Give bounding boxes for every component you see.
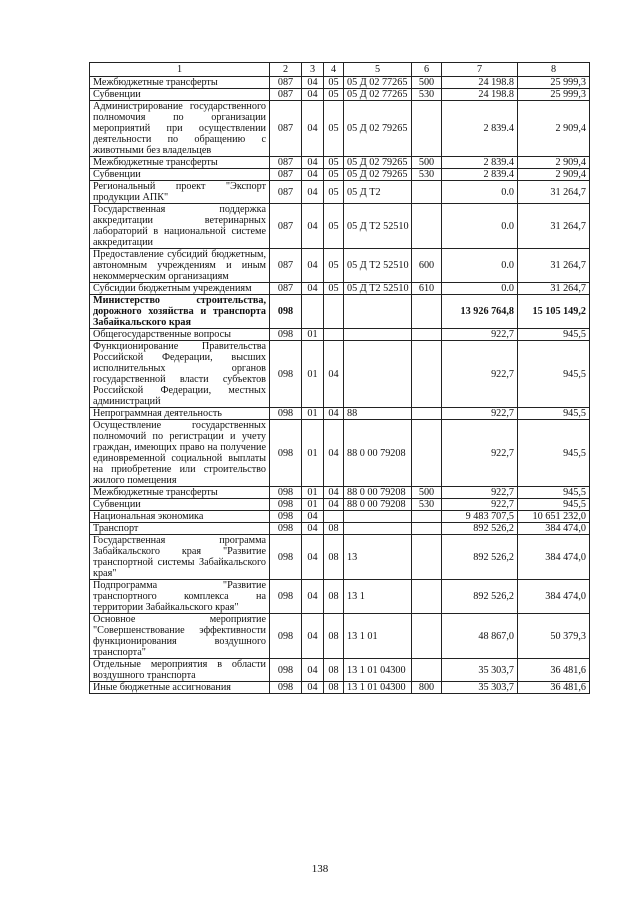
row-name: Осуществление государственных полномочий по регистрации и учету граждан, имеющих право на получение единовременной социальной выплаты на приобретение или строительство жилого помещения [90, 420, 270, 487]
cell-section-code: 04 [302, 157, 324, 169]
table-row [90, 283, 590, 295]
cell-subsection-code: 05 [324, 77, 344, 89]
cell-expense-type: 500 [412, 487, 442, 499]
cell-target-article: 13 [344, 535, 412, 580]
cell-section-code: 04 [302, 169, 324, 181]
cell-amount-year-1: 892 526,2 [442, 535, 518, 580]
table-row [90, 682, 590, 694]
cell-amount-year-1: 922,7 [442, 408, 518, 420]
table-row [90, 487, 590, 499]
cell-section-code: 04 [302, 101, 324, 157]
cell-amount-year-2: 384 474,0 [518, 580, 590, 614]
cell-amount-year-2: 15 105 149,2 [518, 295, 590, 329]
cell-expense-type [412, 580, 442, 614]
table-row [90, 101, 590, 157]
cell-amount-year-2: 945,5 [518, 329, 590, 341]
table-row [90, 511, 590, 523]
cell-target-article: 05 Д Т2 [344, 181, 412, 204]
cell-ministry-code: 087 [270, 249, 302, 283]
cell-target-article [344, 295, 412, 329]
table-row [90, 89, 590, 101]
column-header: 8 [518, 63, 590, 77]
cell-section-code: 01 [302, 329, 324, 341]
cell-expense-type [412, 295, 442, 329]
table-header-row [90, 63, 590, 77]
cell-amount-year-2: 2 909,4 [518, 157, 590, 169]
cell-expense-type [412, 181, 442, 204]
cell-amount-year-1: 35 303,7 [442, 659, 518, 682]
cell-ministry-code: 087 [270, 283, 302, 295]
cell-ministry-code: 098 [270, 614, 302, 659]
row-name: Непрограммная деятельность [90, 408, 270, 420]
cell-ministry-code: 098 [270, 499, 302, 511]
cell-subsection-code [324, 511, 344, 523]
cell-target-article: 13 1 01 04300 [344, 682, 412, 694]
row-name: Транспорт [90, 523, 270, 535]
cell-target-article [344, 511, 412, 523]
row-name: Межбюджетные трансферты [90, 77, 270, 89]
cell-amount-year-2: 31 264,7 [518, 249, 590, 283]
cell-subsection-code: 08 [324, 682, 344, 694]
cell-expense-type: 610 [412, 283, 442, 295]
cell-section-code: 04 [302, 535, 324, 580]
cell-amount-year-1: 13 926 764,8 [442, 295, 518, 329]
cell-subsection-code: 04 [324, 341, 344, 408]
cell-subsection-code: 04 [324, 408, 344, 420]
cell-target-article: 88 0 00 79208 [344, 499, 412, 511]
cell-target-article: 05 Д 02 77265 [344, 77, 412, 89]
cell-section-code: 04 [302, 249, 324, 283]
cell-expense-type [412, 101, 442, 157]
cell-target-article: 05 Д Т2 52510 [344, 204, 412, 249]
cell-amount-year-2: 945,5 [518, 499, 590, 511]
cell-subsection-code: 05 [324, 157, 344, 169]
row-name: Субвенции [90, 89, 270, 101]
cell-ministry-code: 087 [270, 181, 302, 204]
table-row [90, 157, 590, 169]
table-row [90, 523, 590, 535]
cell-amount-year-2: 945,5 [518, 341, 590, 408]
cell-ministry-code: 087 [270, 169, 302, 181]
cell-amount-year-1: 48 867,0 [442, 614, 518, 659]
cell-subsection-code: 04 [324, 420, 344, 487]
cell-expense-type [412, 204, 442, 249]
table-row [90, 329, 590, 341]
cell-ministry-code: 087 [270, 89, 302, 101]
cell-amount-year-2: 945,5 [518, 487, 590, 499]
cell-amount-year-1: 2 839.4 [442, 169, 518, 181]
cell-target-article: 13 1 01 [344, 614, 412, 659]
cell-section-code: 04 [302, 77, 324, 89]
cell-target-article: 13 1 [344, 580, 412, 614]
cell-section-code: 04 [302, 283, 324, 295]
table-row [90, 659, 590, 682]
cell-target-article [344, 329, 412, 341]
row-name: Иные бюджетные ассигнования [90, 682, 270, 694]
cell-expense-type [412, 535, 442, 580]
cell-target-article: 88 0 00 79208 [344, 487, 412, 499]
row-name: Министерство строительства, дорожного хозяйства и транспорта Забайкальского края [90, 295, 270, 329]
cell-subsection-code: 04 [324, 487, 344, 499]
table-row [90, 614, 590, 659]
table-row [90, 580, 590, 614]
cell-amount-year-1: 922,7 [442, 420, 518, 487]
cell-expense-type: 530 [412, 89, 442, 101]
cell-ministry-code: 098 [270, 682, 302, 694]
cell-subsection-code: 08 [324, 614, 344, 659]
row-name: Предоставление субсидий бюджетным, автономным учреждениям и иным некоммерческим организациям [90, 249, 270, 283]
cell-section-code: 04 [302, 204, 324, 249]
cell-section-code: 04 [302, 682, 324, 694]
cell-expense-type [412, 420, 442, 487]
cell-amount-year-1: 922,7 [442, 499, 518, 511]
cell-amount-year-2: 945,5 [518, 408, 590, 420]
row-name: Государственная поддержка аккредитации ветеринарных лабораторий в национальной системе аккредитации [90, 204, 270, 249]
cell-section-code [302, 295, 324, 329]
cell-amount-year-1: 35 303,7 [442, 682, 518, 694]
column-header: 1 [90, 63, 270, 77]
cell-section-code: 01 [302, 487, 324, 499]
cell-expense-type [412, 659, 442, 682]
cell-ministry-code: 098 [270, 535, 302, 580]
cell-section-code: 04 [302, 511, 324, 523]
cell-subsection-code: 05 [324, 181, 344, 204]
cell-ministry-code: 098 [270, 295, 302, 329]
row-name: Подпрограмма "Развитие транспортного комплекса на территории Забайкальского края" [90, 580, 270, 614]
cell-subsection-code: 05 [324, 249, 344, 283]
cell-ministry-code: 098 [270, 341, 302, 408]
cell-amount-year-2: 2 909,4 [518, 101, 590, 157]
cell-expense-type: 530 [412, 169, 442, 181]
cell-ministry-code: 098 [270, 659, 302, 682]
row-name: Общегосударственные вопросы [90, 329, 270, 341]
cell-target-article [344, 523, 412, 535]
cell-target-article: 05 Д Т2 52510 [344, 249, 412, 283]
row-name: Субвенции [90, 499, 270, 511]
cell-subsection-code: 05 [324, 283, 344, 295]
cell-amount-year-1: 0.0 [442, 283, 518, 295]
cell-subsection-code: 04 [324, 499, 344, 511]
cell-expense-type: 500 [412, 77, 442, 89]
cell-ministry-code: 098 [270, 523, 302, 535]
table-row [90, 535, 590, 580]
cell-amount-year-1: 0.0 [442, 181, 518, 204]
column-header: 4 [324, 63, 344, 77]
table-row [90, 408, 590, 420]
cell-expense-type [412, 341, 442, 408]
table-row [90, 77, 590, 89]
cell-subsection-code: 08 [324, 580, 344, 614]
page-number: 138 [311, 863, 329, 875]
cell-subsection-code: 05 [324, 169, 344, 181]
row-name: Государственная программа Забайкальского края "Развитие транспортной системы Забайкальского края" [90, 535, 270, 580]
cell-amount-year-1: 9 483 707,5 [442, 511, 518, 523]
table-row [90, 249, 590, 283]
cell-subsection-code: 08 [324, 535, 344, 580]
row-name: Региональный проект "Экспорт продукции АПК" [90, 181, 270, 204]
cell-subsection-code: 08 [324, 523, 344, 535]
cell-section-code: 01 [302, 499, 324, 511]
cell-expense-type: 500 [412, 157, 442, 169]
cell-expense-type [412, 511, 442, 523]
budget-table [89, 62, 590, 694]
cell-amount-year-1: 922,7 [442, 487, 518, 499]
column-header: 7 [442, 63, 518, 77]
column-header: 3 [302, 63, 324, 77]
cell-ministry-code: 098 [270, 329, 302, 341]
cell-subsection-code: 05 [324, 101, 344, 157]
cell-section-code: 04 [302, 659, 324, 682]
cell-ministry-code: 098 [270, 408, 302, 420]
cell-amount-year-2: 31 264,7 [518, 283, 590, 295]
cell-amount-year-2: 384 474,0 [518, 523, 590, 535]
cell-section-code: 04 [302, 614, 324, 659]
cell-target-article: 05 Д 02 79265 [344, 157, 412, 169]
cell-ministry-code: 087 [270, 77, 302, 89]
table-row [90, 181, 590, 204]
cell-expense-type: 530 [412, 499, 442, 511]
cell-expense-type [412, 614, 442, 659]
table-row [90, 341, 590, 408]
row-name: Межбюджетные трансферты [90, 157, 270, 169]
cell-target-article: 05 Д 02 79265 [344, 169, 412, 181]
cell-amount-year-2: 31 264,7 [518, 204, 590, 249]
cell-amount-year-2: 945,5 [518, 420, 590, 487]
cell-expense-type: 800 [412, 682, 442, 694]
cell-section-code: 04 [302, 523, 324, 535]
cell-section-code: 01 [302, 341, 324, 408]
cell-subsection-code: 08 [324, 659, 344, 682]
table-row [90, 295, 590, 329]
cell-amount-year-2: 2 909,4 [518, 169, 590, 181]
cell-amount-year-2: 25 999,3 [518, 89, 590, 101]
cell-amount-year-1: 24 198.8 [442, 89, 518, 101]
cell-expense-type: 600 [412, 249, 442, 283]
row-name: Администрирование государственного полномочия по организации мероприятий при осуществлении деятельности по обращению с животными без владельцев [90, 101, 270, 157]
cell-target-article: 88 0 00 79208 [344, 420, 412, 487]
cell-amount-year-2: 31 264,7 [518, 181, 590, 204]
row-name: Отдельные мероприятия в области воздушного транспорта [90, 659, 270, 682]
cell-amount-year-2: 36 481,6 [518, 682, 590, 694]
cell-target-article: 13 1 01 04300 [344, 659, 412, 682]
cell-ministry-code: 098 [270, 487, 302, 499]
cell-expense-type [412, 329, 442, 341]
cell-ministry-code: 098 [270, 511, 302, 523]
cell-section-code: 01 [302, 408, 324, 420]
cell-subsection-code: 05 [324, 204, 344, 249]
cell-target-article: 05 Д Т2 52510 [344, 283, 412, 295]
row-name: Субвенции [90, 169, 270, 181]
cell-amount-year-1: 922,7 [442, 329, 518, 341]
cell-ministry-code: 087 [270, 101, 302, 157]
table-row [90, 420, 590, 487]
cell-subsection-code [324, 329, 344, 341]
cell-amount-year-1: 2 839.4 [442, 157, 518, 169]
cell-ministry-code: 098 [270, 580, 302, 614]
cell-amount-year-1: 24 198.8 [442, 77, 518, 89]
cell-amount-year-1: 0.0 [442, 249, 518, 283]
cell-amount-year-1: 892 526,2 [442, 523, 518, 535]
column-header: 6 [412, 63, 442, 77]
table-row [90, 204, 590, 249]
cell-amount-year-1: 892 526,2 [442, 580, 518, 614]
cell-expense-type [412, 523, 442, 535]
row-name: Функционирование Правительства Российской Федерации, высших исполнительных органов государственной власти субъектов Российской Федерации, местных администраций [90, 341, 270, 408]
cell-amount-year-1: 2 839.4 [442, 101, 518, 157]
row-name: Субсидии бюджетным учреждениям [90, 283, 270, 295]
cell-amount-year-2: 384 474,0 [518, 535, 590, 580]
cell-section-code: 04 [302, 181, 324, 204]
table-row [90, 169, 590, 181]
cell-target-article: 88 [344, 408, 412, 420]
cell-ministry-code: 087 [270, 204, 302, 249]
cell-expense-type [412, 408, 442, 420]
table-row [90, 499, 590, 511]
cell-amount-year-1: 0.0 [442, 204, 518, 249]
row-name: Основное мероприятие "Совершенствование эффективности функционирования воздушного транспорта" [90, 614, 270, 659]
cell-section-code: 04 [302, 580, 324, 614]
cell-target-article [344, 341, 412, 408]
column-header: 2 [270, 63, 302, 77]
row-name: Национальная экономика [90, 511, 270, 523]
row-name: Межбюджетные трансферты [90, 487, 270, 499]
cell-target-article: 05 Д 02 77265 [344, 89, 412, 101]
cell-ministry-code: 087 [270, 157, 302, 169]
cell-target-article: 05 Д 02 79265 [344, 101, 412, 157]
cell-ministry-code: 098 [270, 420, 302, 487]
column-header: 5 [344, 63, 412, 77]
cell-amount-year-2: 36 481,6 [518, 659, 590, 682]
cell-section-code: 04 [302, 89, 324, 101]
cell-subsection-code: 05 [324, 89, 344, 101]
cell-amount-year-1: 922,7 [442, 341, 518, 408]
cell-amount-year-2: 50 379,3 [518, 614, 590, 659]
cell-amount-year-2: 25 999,3 [518, 77, 590, 89]
cell-section-code: 01 [302, 420, 324, 487]
cell-subsection-code [324, 295, 344, 329]
cell-amount-year-2: 10 651 232,0 [518, 511, 590, 523]
